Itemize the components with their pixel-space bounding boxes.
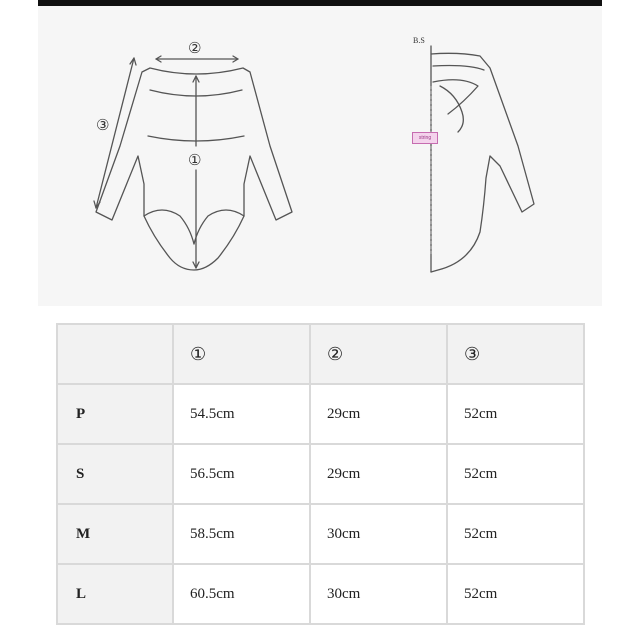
header-corner (57, 324, 173, 384)
size-label: S (57, 444, 173, 504)
header-measure-2: ② (310, 324, 447, 384)
table-cell: 30cm (310, 564, 447, 624)
table-row (57, 564, 584, 624)
table-cell: 29cm (310, 384, 447, 444)
size-chart-table (56, 323, 585, 625)
table-row (57, 384, 584, 444)
table-cell: 52cm (447, 384, 584, 444)
table-header-row (57, 324, 584, 384)
size-label: M (57, 504, 173, 564)
table-cell: 58.5cm (173, 504, 310, 564)
leotard-illustration (38, 6, 602, 306)
table-cell: 56.5cm (173, 444, 310, 504)
table-cell: 52cm (447, 564, 584, 624)
table-cell: 30cm (310, 504, 447, 564)
header-measure-3: ③ (447, 324, 584, 384)
marker-1-label: ① (188, 151, 202, 169)
side-view-label: B.S (413, 36, 425, 45)
header-measure-1: ① (173, 324, 310, 384)
side-view-drawing (431, 46, 534, 272)
table-row (57, 504, 584, 564)
table-row (57, 444, 584, 504)
garment-diagram (38, 6, 602, 306)
table-cell: 54.5cm (173, 384, 310, 444)
marker-2-label: ② (188, 39, 202, 57)
size-label: P (57, 384, 173, 444)
table-cell: 52cm (447, 444, 584, 504)
string-tag: string (412, 132, 438, 144)
table-cell: 52cm (447, 504, 584, 564)
marker-3-label: ③ (96, 116, 110, 134)
table-cell: 60.5cm (173, 564, 310, 624)
table-cell: 29cm (310, 444, 447, 504)
size-label: L (57, 564, 173, 624)
